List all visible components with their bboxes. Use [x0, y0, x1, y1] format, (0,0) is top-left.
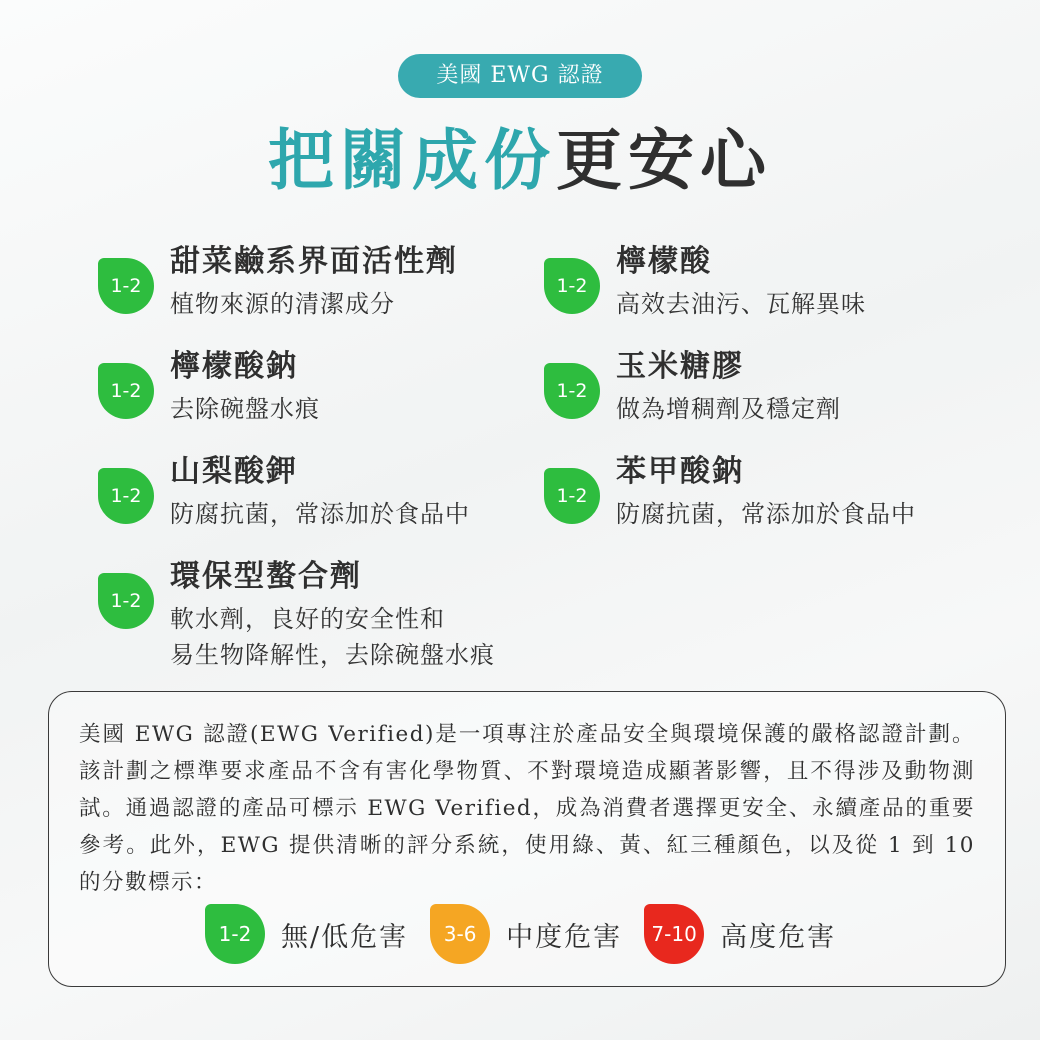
- legend-label: 高度危害: [720, 921, 837, 953]
- score-badge: 1-2: [544, 363, 600, 419]
- legend-item-high: [644, 904, 836, 964]
- legend-label: 中度危害: [506, 921, 623, 953]
- ingredient-name: 玉米糖膠: [616, 349, 744, 384]
- ewg-certification-tag: 美國 EWG 認證: [398, 54, 642, 98]
- ingredient-name: 檸檬酸鈉: [170, 349, 298, 384]
- score-badge: 1-2: [544, 258, 600, 314]
- ingredient-name: 甜菜鹼系界面活性劑: [170, 244, 458, 279]
- ingredient-name: 山梨酸鉀: [170, 454, 298, 489]
- legend-item-low: [205, 904, 408, 964]
- ingredient-desc: 高效去油污、瓦解異味: [616, 290, 866, 318]
- page-title: [0, 118, 1040, 202]
- legend-badge-red: 7-10: [644, 904, 704, 964]
- ingredient-desc: 防腐抗菌，常添加於食品中: [170, 500, 470, 528]
- hazard-legend: [205, 904, 858, 964]
- score-badge: 1-2: [544, 468, 600, 524]
- ingredient-desc: 植物來源的清潔成分: [170, 290, 395, 318]
- score-badge: 1-2: [98, 258, 154, 314]
- score-badge: 1-2: [98, 363, 154, 419]
- legend-label: 無/低危害: [281, 921, 409, 953]
- legend-badge-green: 1-2: [205, 904, 265, 964]
- ingredient-name: 檸檬酸: [616, 244, 712, 279]
- ewg-info-text: 美國 EWG 認證(EWG Verified)是一項專注於產品安全與環境保護的嚴格認證計劃。該計劃之標準要求產品不含有害化學物質、不對環境造成顯著影響，且不得涉及動物測試。通過認證的產品可標示 EWG Verified，成為消費者選擇更安全、永續產品的重要參考。此外，EWG 提供清晰的評分系統，使用綠、黃、紅三種顏色，以及從 1 到 10 的分數標示：: [79, 722, 975, 895]
- ingredient-desc: 去除碗盤水痕: [170, 395, 320, 423]
- ingredient-desc: 做為增稠劑及穩定劑: [616, 395, 841, 423]
- ingredient-desc: 防腐抗菌，常添加於食品中: [616, 500, 916, 528]
- legend-badge-yellow: 3-6: [430, 904, 490, 964]
- score-badge: 1-2: [98, 468, 154, 524]
- legend-item-moderate: [430, 904, 622, 964]
- ingredient-desc: 軟水劑，良好的安全性和 易生物降解性，去除碗盤水痕: [170, 605, 495, 669]
- ingredient-name: 環保型螯合劑: [170, 559, 362, 594]
- score-badge: 1-2: [98, 573, 154, 629]
- page-title-rest: 更安心: [556, 121, 772, 199]
- ingredient-name: 苯甲酸鈉: [616, 454, 744, 489]
- ewg-info-box: [48, 691, 1006, 987]
- page-title-highlight: 把關成份: [268, 121, 556, 199]
